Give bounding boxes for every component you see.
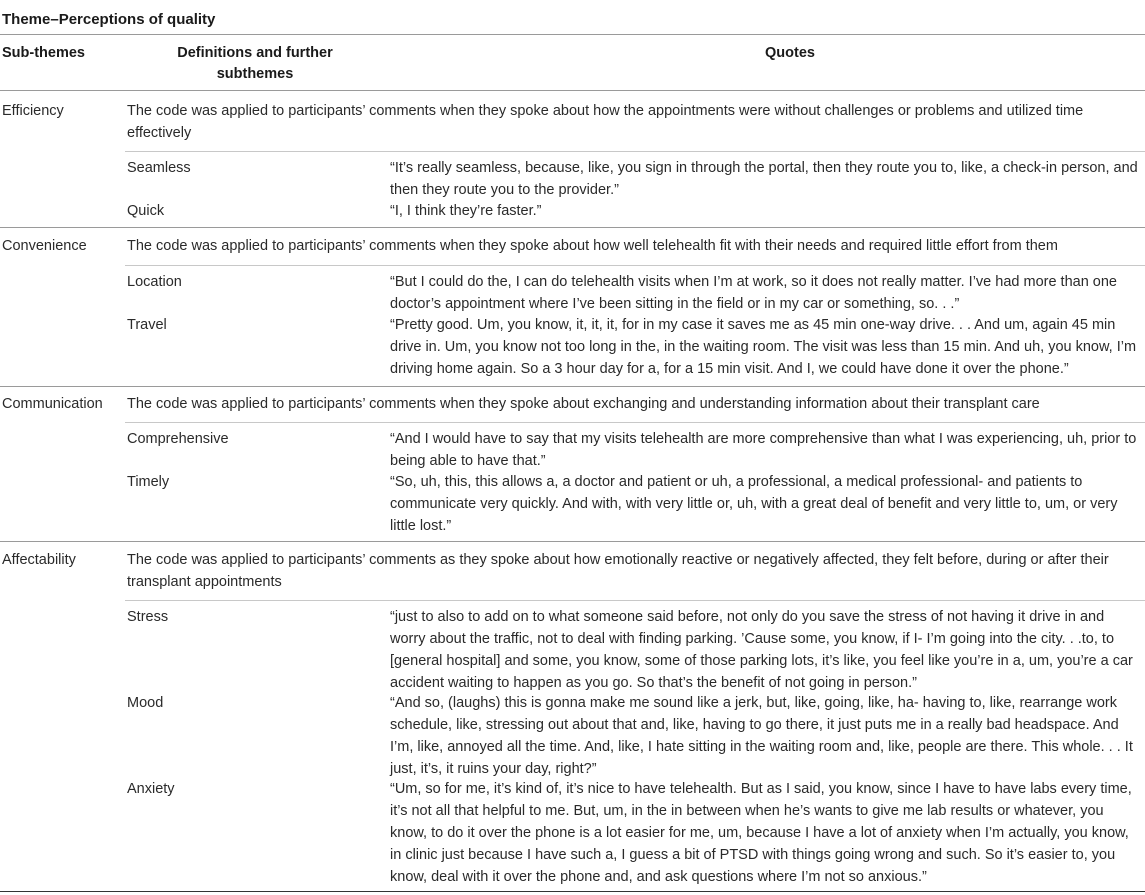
definition-efficiency: The code was applied to participants’ comments when they spoke about how the appointments were without challenges or problems and utilized time effectively	[127, 103, 1084, 141]
group-rule	[0, 227, 1145, 228]
header-quotes: Quotes	[765, 45, 815, 61]
subtheme-timely: Timely	[127, 474, 170, 490]
definition-communication: The code was applied to participants’ comments when they spoke about exchanging and understanding information about their transplant care	[127, 396, 1040, 412]
inner-rule	[125, 151, 1145, 152]
group-rule	[0, 541, 1145, 542]
quote-quick: “I, I think they’re faster.”	[390, 203, 542, 219]
quote-location: “But I could do the, I can do telehealth visits when I’m at work, so it does not really matter. I’ve had more than one doctor’s appointment where I’ve been sitting in the field or in my car or something, so. . .”	[390, 274, 1117, 312]
table-bottom-rule	[0, 891, 1145, 892]
quote-travel: “Pretty good. Um, you know, it, it, it, for in my case it saves me as 45 min one-way drive. . . And um, again 45 min drive in. Um, you know not too long in the, in the waiting room. The visit was less than 15 min. And uh, you know, I’m driving home again. So a 3 hour day for a, for a 15 min visit. And I, we could have done it over the phone.”	[390, 317, 1137, 377]
theme-affectability: Affectability	[2, 552, 76, 568]
quote-stress: “just to also to add on to what someone said before, not only do you save the stress of not having it drive in and worry about the traffic, not to deal with finding parking. ’Cause some, you know, if I- I’m going into the city. . .to, to [general hospital] and some, you know, some of those parking lots, it’s like, you feel like you’re in a, um, you’re a car accident waiting to happen as you go. So that’s the benefit of not going in person.”	[390, 609, 1133, 691]
subtheme-location: Location	[127, 274, 182, 290]
inner-rule	[125, 422, 1145, 423]
subtheme-comprehensive: Comprehensive	[127, 431, 229, 447]
quote-mood: “And so, (laughs) this is gonna make me sound like a jerk, but, like, going, like, ha- having to, like, rearrange work schedule, like, stressing out about that and, like, having to go there, it just puts me in a really bad headspace. And I’m, like, annoyed all the time. And, like, I hate sitting in the waiting room and, like, people are there. This whole. . . It just, it’s, it ruins your day, right?”	[390, 695, 1133, 777]
group-rule	[0, 386, 1145, 387]
subtheme-stress: Stress	[127, 609, 169, 625]
header-definitions: Definitions and further subthemes	[177, 45, 333, 82]
subtheme-anxiety: Anxiety	[127, 781, 175, 797]
subtheme-mood: Mood	[127, 695, 164, 711]
header-subthemes: Sub-themes	[2, 45, 85, 61]
theme-communication: Communication	[2, 396, 103, 412]
theme-efficiency: Efficiency	[2, 103, 64, 119]
table-title: Theme–Perceptions of quality	[2, 11, 216, 28]
quote-seamless: “It’s really seamless, because, like, you sign in through the portal, then they route you to, like, a check-in person, and then they route you to the provider.”	[390, 160, 1138, 198]
title-rule	[0, 34, 1145, 35]
quote-comprehensive: “And I would have to say that my visits telehealth are more comprehensive than what I was experiencing, uh, prior to being able to have that.”	[390, 431, 1137, 469]
definition-affectability: The code was applied to participants’ comments as they spoke about how emotionally reactive or negatively affected, they felt before, during or after their transplant appointments	[127, 552, 1109, 590]
subtheme-travel: Travel	[127, 317, 167, 333]
theme-convenience: Convenience	[2, 238, 87, 254]
subtheme-quick: Quick	[127, 203, 165, 219]
header-rule	[0, 90, 1145, 91]
definition-convenience: The code was applied to participants’ comments when they spoke about how well telehealth fit with their needs and required little effort from them	[127, 238, 1058, 254]
quote-timely: “So, uh, this, this allows a, a doctor and patient or uh, a professional, a medical professional- and patients to communicate very quickly. And with, with very little or, uh, with a great deal of benefit and very little to, um, or very little lost.”	[390, 474, 1118, 534]
quote-anxiety: “Um, so for me, it’s kind of, it’s nice to have telehealth. But as I said, you know, since I have to have labs every time, it’s not all that helpful to me. But, um, in the in between when he’s wants to give me lab results or whatever, you know, to do it over the phone is a lot easier for me, um, because I have a lot of anxiety when I’m actually, you know, in clinic just because I have such a, I guess a bit of PTSD with things going wrong and such. So it’s easier to, you know, deal with it over the phone and, and ask questions where I’m not so anxious.”	[390, 781, 1132, 885]
inner-rule	[125, 600, 1145, 601]
inner-rule	[125, 265, 1145, 266]
subtheme-seamless: Seamless	[127, 160, 191, 176]
